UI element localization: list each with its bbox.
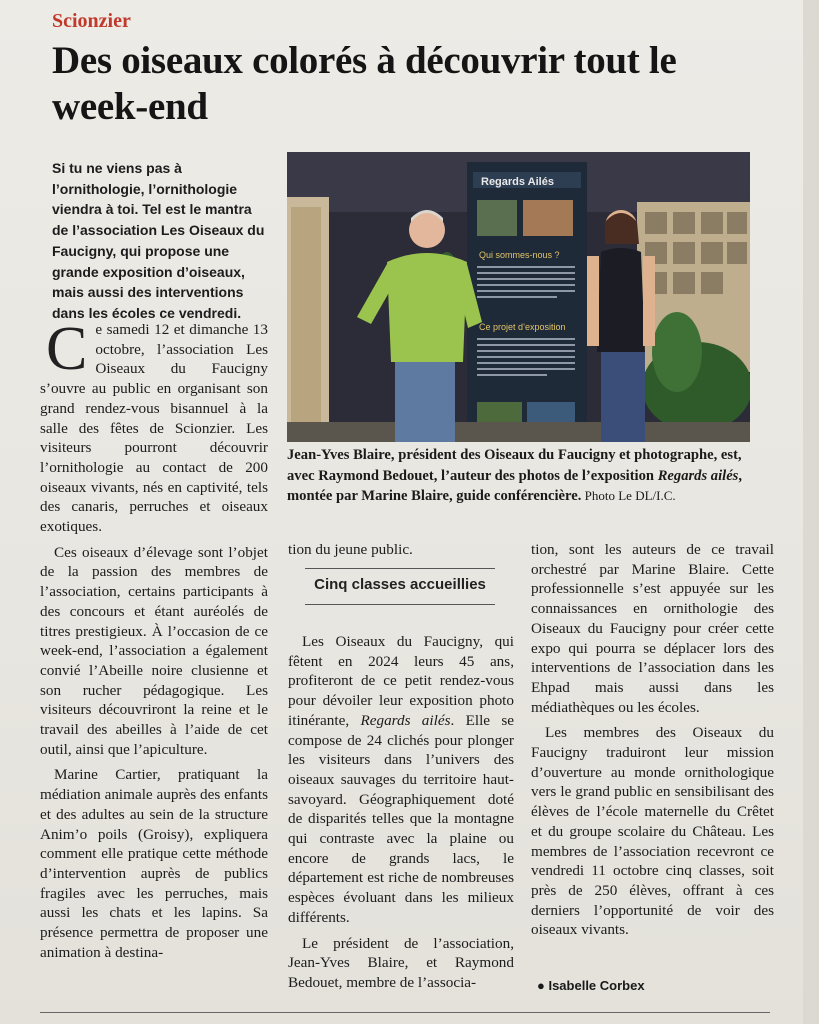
panel-title: Regards Ailés — [481, 176, 554, 188]
divider — [40, 1012, 770, 1013]
paragraph: Marine Cartier, pratiquant la médiation animale auprès des enfants et des adultes au sein de la structure Anim’o poils (Groisy), expliquera comment elle pratique cette méthode d’intervention auprès de publics fragiles avec les perruches, mais aussi les chats et les lapins. Sa présence permettra de proposer une animation à destina- — [40, 766, 268, 961]
intertitle — [305, 568, 495, 605]
paragraph: tion du jeune public. — [288, 541, 413, 558]
photo-caption — [287, 445, 757, 507]
article-column-2-top — [288, 540, 514, 566]
paragraph — [40, 315, 268, 537]
drop-cap: C — [46, 315, 88, 383]
paragraph-text-end: . Elle se compose de 24 clichés pour plonger les visiteurs dans l’univers des oiseaux sauvages du territoire haut-savoyard. Géographiquement doté de disparités telles que la montagne qui contraste avec la plaine ou encore de grands lacs, le département est riche de nombreuses espèces évoluant dans les milieux différents. — [288, 711, 514, 926]
paragraph-text: e samedi 12 et dimanche 13 octobre, l’association Les Oiseaux du Faucigny s’ouvre au public en organisant son grand rendez-vous bisannuel à la salle des fêtes de Scionzier. Les visiteurs pourront découvrir l’ornithologie au contact de 200 oiseaux vivants, nés en captivité, tels des canaris, perruches et oiseaux exotiques. — [40, 321, 268, 536]
adjacent-page-edge — [803, 0, 819, 1024]
article-column-3 — [531, 540, 774, 946]
exhibition-title: Regards ailés — [360, 711, 451, 729]
photo-credit: Photo Le DL/I.C. — [581, 488, 676, 503]
panel-heading-1: Qui sommes-nous ? — [479, 250, 560, 260]
caption-title: Regards ailés — [657, 467, 739, 484]
paragraph-text: Les Oiseaux du Faucigny, qui fêtent en 2024 leurs 45 ans, profiteront de ce petit rendez-vous pour dévoiler leur exposition photo itinérante, — [288, 633, 514, 729]
paragraph: tion, sont les auteurs de ce travail orchestré par Marine Blaire. Cette professionnelle s’est appuyée sur les connaissances en ornithologie des Oiseaux du Faucigny pour créer cette expo qui pourra se déplacer lors des interventions de l’association dans les Ehpad mais aussi dans les médiathèques ou les écoles. — [531, 541, 774, 716]
paragraph: Le président de l’association, Jean-Yves Blaire, et Raymond Bedouet, membre de l’associa- — [288, 934, 514, 991]
section-rubric: Scionzier — [52, 10, 131, 32]
article-column-2 — [288, 632, 514, 999]
standfirst: Si tu ne viens pas à l’ornithologie, l’ornithologie viendra à toi. Tel est le mantra de l’association Les Oiseaux du Faucigny, qui propose une grande exposition d’oiseaux, mais aussi des interventions dans les écoles ce vendredi. — [52, 160, 265, 321]
caption-text-end: , montée par Marine Blaire, guide conférencière. — [287, 467, 743, 504]
paragraph — [288, 632, 514, 928]
article-photo — [287, 152, 750, 442]
caption-text: Jean-Yves Blaire, président des Oiseaux du Faucigny et photographe, est, avec Raymond Bedouet, l’auteur des photos de l’exposition — [287, 447, 742, 484]
paragraph: Ces oiseaux d’élevage sont l’objet de la passion des membres de l’association, certains participants à des concours et étant auréolés de titres prestigieux. À l’occasion de ce week-end, l’association a également convié l’Abeille noire clusienne et son rucher pédagogique. Les visiteurs découvriront la reine et le travail des abeilles à l’aide de cet outil, ainsi que l’apiculture. — [40, 543, 268, 758]
article-column-1 — [40, 315, 268, 969]
panel-heading-2: Ce projet d’exposition — [479, 322, 566, 332]
headline: Des oiseaux colorés à découvrir tout le week-end — [52, 39, 677, 128]
photo-illustration — [287, 152, 750, 442]
paragraph: Les membres des Oiseaux du Faucigny traduiront leur mission d’ouverture au monde ornithologique vers le grand public en sensibilisant des élèves de l’école maternelle du Crêtet et du groupe scolaire du Château. Les membres de l’association recevront ce vendredi 11 octobre cinq classes, soit près de 250 élèves, offrant à ces derniers l’opportunité de voir des oiseaux vivants. — [531, 724, 774, 939]
intertitle-text: Cinq classes accueillies — [314, 576, 486, 593]
byline: ● Isabelle Corbex — [537, 978, 645, 993]
